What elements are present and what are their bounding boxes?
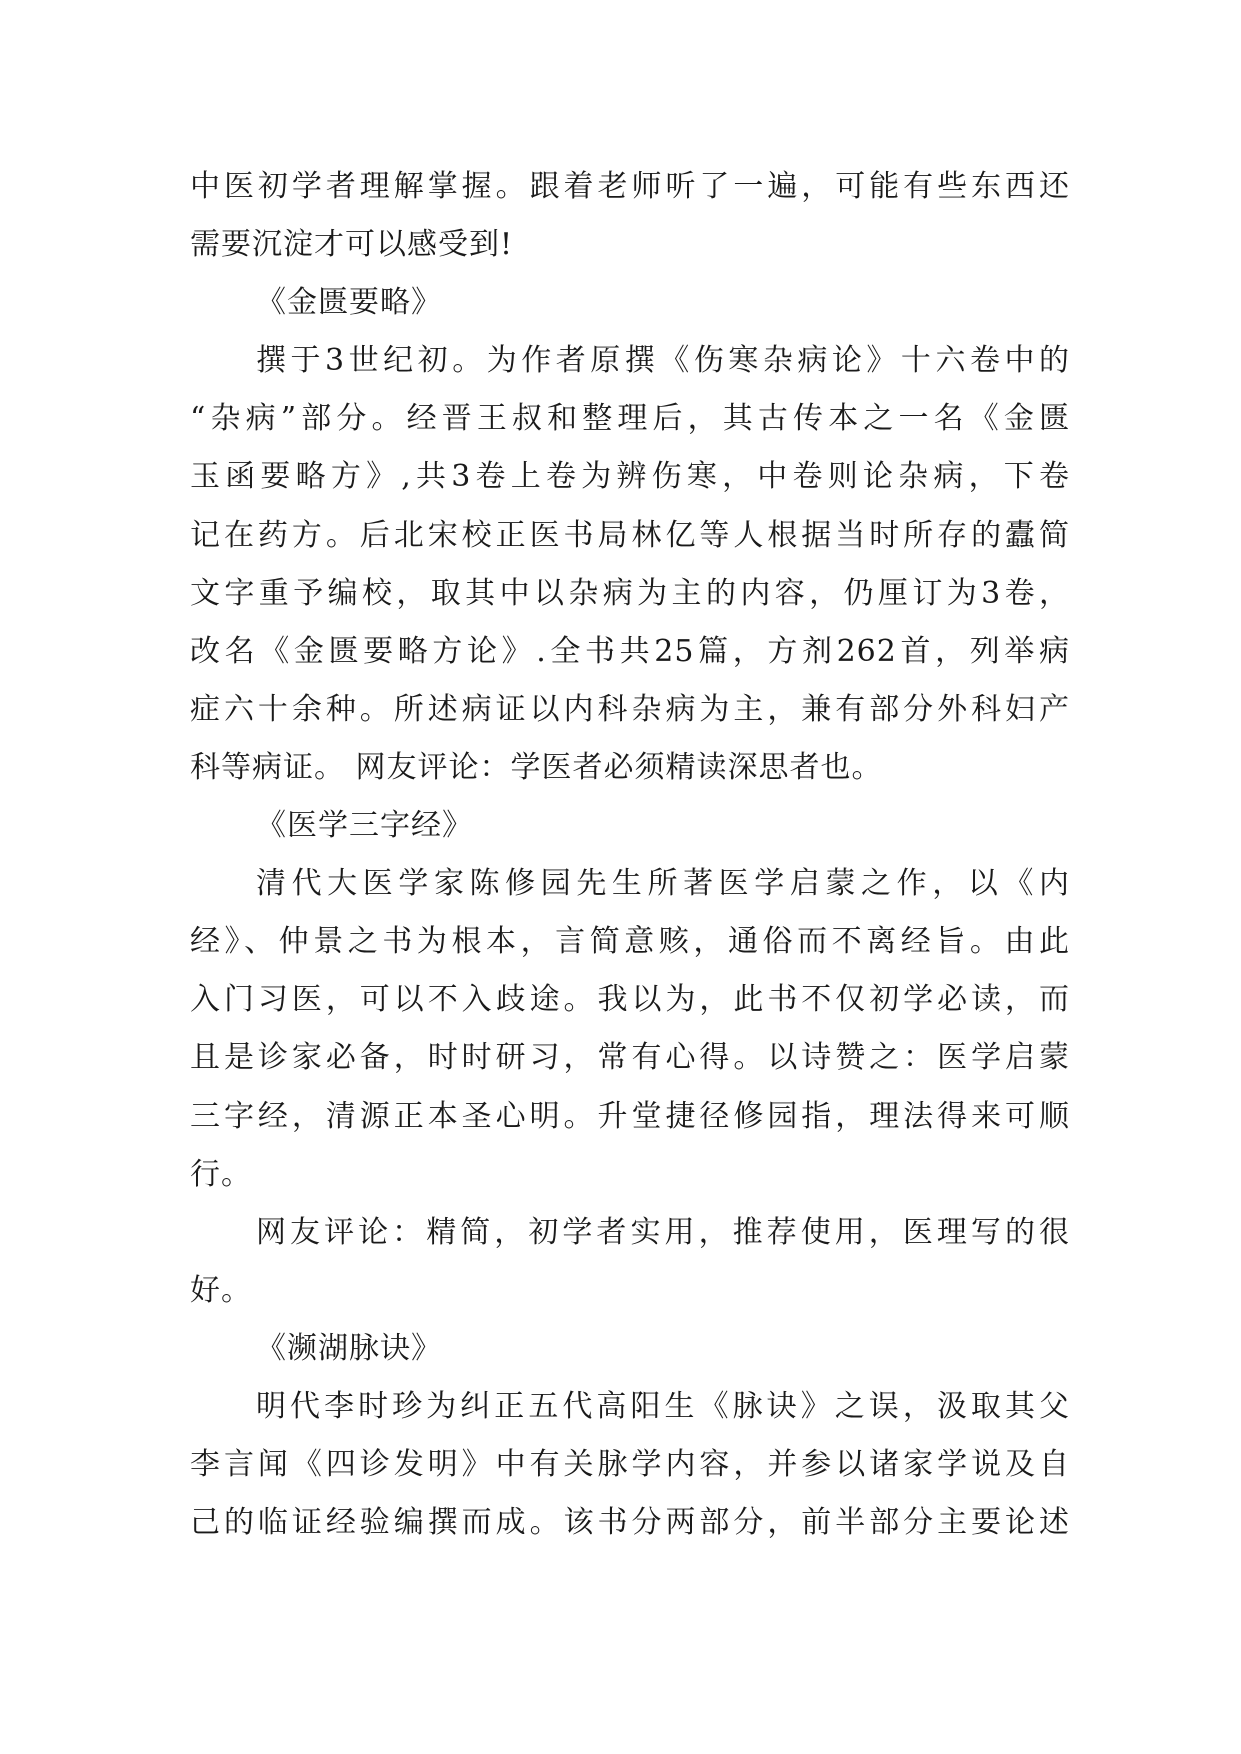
text-line: 行。: [190, 1156, 252, 1192]
text-line: 玉函要略方》,共3卷上卷为辨伤寒，中卷则论杂病，下卷: [190, 459, 1070, 495]
text-line: 科等病证。 网友评论：学医者必须精读深思者也。: [190, 749, 883, 785]
text-line: 经》、仲景之书为根本，言简意赅，通俗而不离经旨。由此: [190, 924, 1070, 960]
text-line: 好。: [190, 1272, 252, 1308]
text-line: 记在药方。后北宋校正医书局林亿等人根据当时所存的蠹简: [190, 517, 1070, 553]
text-line: 中医初学者理解掌握。跟着老师听了一遍，可能有些东西还: [190, 169, 1070, 204]
section-heading-yixue-sanzijing: 《医学三字经》: [256, 808, 473, 844]
section-heading-binhu-maijue: 《濒湖脉诀》: [256, 1330, 442, 1366]
text-line: 且是诊家必备，时时研习，常有心得。以诗赞之：医学启蒙: [190, 1040, 1070, 1076]
text-line: 己的临证经验编撰而成。该书分两部分，前半部分主要论述: [190, 1505, 1070, 1541]
text-line: 需要沉淀才可以感受到!: [190, 227, 514, 263]
text-line: 三字经，清源正本圣心明。升堂捷径修园指，理法得来可顺: [190, 1098, 1070, 1134]
text-line: 入门习医，可以不入歧途。我以为，此书不仅初学必读，而: [190, 982, 1070, 1018]
text-line: 症六十余种。所述病证以内科杂病为主，兼有部分外科妇产: [190, 691, 1070, 727]
text-line: 撰于3世纪初。为作者原撰《伤寒杂病论》十六卷中的: [256, 343, 1070, 379]
text-line: 李言闻《四诊发明》中有关脉学内容，并参以诸家学说及自: [190, 1447, 1070, 1483]
text-line: “杂病”部分。经晋王叔和整理后，其古传本之一名《金匮: [190, 401, 1070, 437]
text-line: 文字重予编校，取其中以杂病为主的内容，仍厘订为3卷，: [190, 575, 1070, 611]
section-heading-jingui-yaolue: 《金匮要略》: [256, 285, 442, 321]
text-line: 明代李时珍为纠正五代高阳生《脉诀》之误，汲取其父: [256, 1388, 1070, 1424]
text-line: 改名《金匮要略方论》.全书共25篇，方剂262首，列举病: [190, 633, 1070, 669]
text-line: 网友评论：精简，初学者实用，推荐使用，医理写的很: [256, 1214, 1070, 1250]
document-body: [190, 158, 1070, 1552]
text-line: 清代大医学家陈修园先生所著医学启蒙之作，以《内: [256, 866, 1070, 902]
